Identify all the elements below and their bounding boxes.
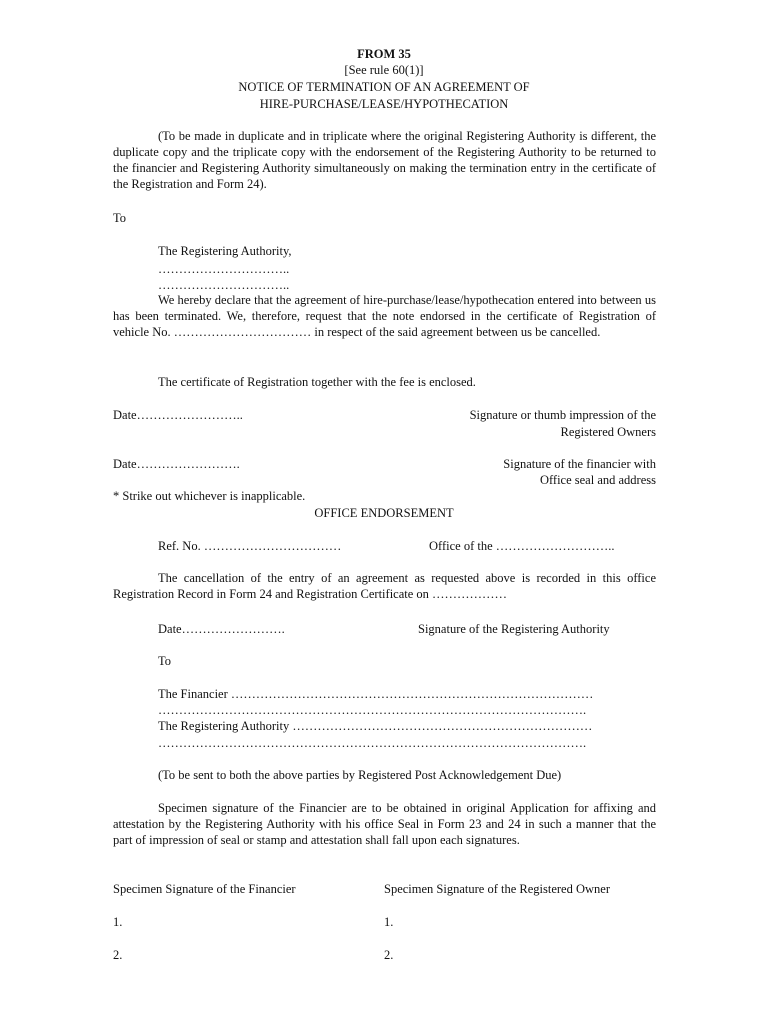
specimen-paragraph <box>113 800 656 848</box>
specimen-owner-heading: Specimen Signature of the Registered Owner <box>384 882 610 896</box>
certificate-enclosed: The certificate of Registration together with the fee is enclosed. <box>158 375 476 389</box>
declaration-text: We hereby declare that the agreement of hire-purchase/lease/hypothecation entered into between us has been terminated. We, therefore, request that the note endorsed in the certificate of Registration of vehicle No. …………………………… in respect of the said agreement between us be cancelled. <box>113 293 656 339</box>
address-line-1: ………………………….. <box>158 262 290 276</box>
specimen-financier-1: 1. <box>113 915 123 929</box>
authority-address-line-1: The Registering Authority ……………………………………………………………… <box>158 719 593 733</box>
office-endorsement-heading: OFFICE ENDORSEMENT <box>314 506 454 520</box>
instruction-paragraph <box>113 128 656 192</box>
registered-post-note: (To be sent to both the above parties by Registered Post Acknowledgement Due) <box>158 768 562 782</box>
cancellation-text: The cancellation of the entry of an agreement as requested above is recorded in this office Registration Record in Form 24 and Registration Certificate on ……………… <box>113 571 656 601</box>
authority-address-line-2: …………………………………………………………………………………………. <box>158 736 587 750</box>
to-label-2: To <box>158 654 172 668</box>
financier-address-line-2: …………………………………………………………………………………………. <box>158 703 587 717</box>
form-title-line-1: NOTICE OF TERMINATION OF AN AGREEMENT OF <box>238 80 530 94</box>
financier-signature-line-1: Signature of the financier with <box>503 457 656 471</box>
specimen-owner-2: 2. <box>384 948 394 962</box>
endorsement-date: Date……………………. <box>158 622 285 636</box>
instruction-text: (To be made in duplicate and in triplicate where the original Registering Authority is different, the duplicate copy and the triplicate copy with the endorsement of the Registering Authority to be returned to the financier and Registering Authority simultaneously on making the termination entry in the certificate of the Registration and Form 24). <box>113 129 656 191</box>
office-of-field: Office of the ……………………….. <box>429 539 615 553</box>
date-field-financier: Date……………………. <box>113 457 240 471</box>
ref-number-field: Ref. No. …………………………… <box>158 539 342 553</box>
cancellation-paragraph <box>113 570 656 602</box>
specimen-text: Specimen signature of the Financier are to be obtained in original Application for affixing and attestation by the Registering Authority with his office Seal in Form 23 and 24 in such a manner that the part of impression of seal or stamp and attestation shall fall upon each signatures. <box>113 801 656 847</box>
strike-out-note: * Strike out whichever is inapplicable. <box>113 489 306 503</box>
specimen-financier-2: 2. <box>113 948 123 962</box>
rule-reference: [See rule 60(1)] <box>344 63 424 77</box>
addressee: The Registering Authority, <box>158 244 292 258</box>
form-title-line-2: HIRE-PURCHASE/LEASE/HYPOTHECATION <box>259 97 509 111</box>
specimen-owner-1: 1. <box>384 915 394 929</box>
specimen-financier-heading: Specimen Signature of the Financier <box>113 882 296 896</box>
registering-authority-signature: Signature of the Registering Authority <box>418 622 610 636</box>
to-label: To <box>113 211 127 225</box>
financier-signature-line-2: Office seal and address <box>539 473 656 487</box>
owner-signature-line-1: Signature or thumb impression of the <box>469 408 656 422</box>
declaration-paragraph <box>113 292 656 340</box>
financier-address-line-1: The Financier …………………………………………………………………………… <box>158 687 594 701</box>
form-number: FROM 35 <box>357 47 411 61</box>
address-line-2: ………………………….. <box>158 278 290 292</box>
date-field-owner: Date…………………….. <box>113 408 243 422</box>
owner-signature-line-2: Registered Owners <box>560 425 656 439</box>
